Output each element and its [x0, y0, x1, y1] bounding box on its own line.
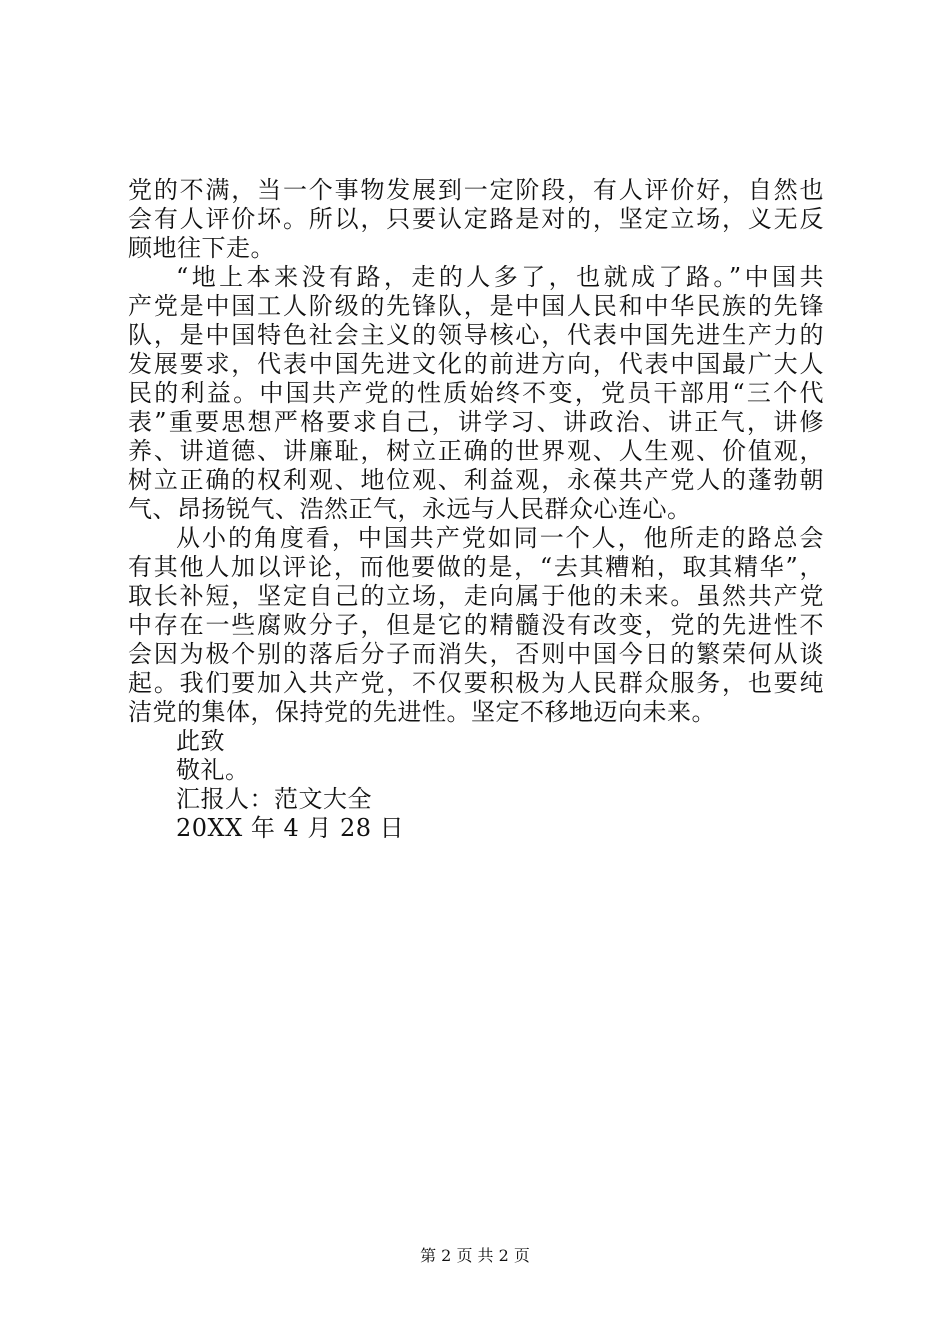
paragraph-2 [128, 263, 824, 524]
report-date: 20XX 年 4 月 28 日 [176, 814, 405, 842]
text-line: 党的不满，当一个事物发展到一定阶段，有人评价好，自然也 [128, 176, 824, 204]
document-body [128, 176, 824, 843]
letter-closing [128, 727, 824, 843]
text-line: 会因为极个别的落后分子而消失，否则中国今日的繁荣何从谈 [128, 640, 824, 668]
text-line: 产党是中国工人阶级的先锋队，是中国人民和中华民族的先锋 [128, 292, 824, 320]
page-indicator: 第 2 页 共 2 页 [420, 1246, 530, 1265]
text-line: 发展要求，代表中国先进文化的前进方向，代表中国最广大人 [128, 350, 824, 378]
text-line: 树立正确的权利观、地位观、利益观，永葆共产党人的蓬勃朝 [128, 466, 824, 494]
paragraph-1 [128, 176, 824, 263]
text-line: 民的利益。中国共产党的性质始终不变，党员干部用“三个代 [128, 379, 824, 407]
page-footer [0, 1246, 950, 1266]
text-line: 顾地往下走。 [128, 234, 275, 262]
text-line: 起。我们要加入共产党，不仅要积极为人民群众服务，也要纯 [128, 669, 824, 697]
salutation: 此致 [176, 727, 225, 755]
text-line: 养、讲道德、讲廉耻，树立正确的世界观、人生观、价值观， [128, 437, 824, 465]
regards: 敬礼。 [176, 756, 250, 784]
text-line: 有其他人加以评论，而他要做的是，“去其糟粕，取其精华”， [128, 553, 824, 581]
text-line: “地上本来没有路，走的人多了，也就成了路。”中国共 [176, 263, 824, 291]
text-line: 表”重要思想严格要求自己，讲学习、讲政治、讲正气，讲修 [128, 408, 824, 436]
reporter-signature: 汇报人：范文大全 [176, 785, 372, 813]
text-line: 取长补短，坚定自己的立场，走向属于他的未来。虽然共产党 [128, 582, 824, 610]
text-line: 洁党的集体，保持党的先进性。坚定不移地迈向未来。 [128, 698, 716, 726]
text-line: 从小的角度看，中国共产党如同一个人，他所走的路总会 [176, 524, 824, 552]
paragraph-3 [128, 524, 824, 727]
text-line: 会有人评价坏。所以，只要认定路是对的，坚定立场，义无反 [128, 205, 824, 233]
text-line: 队，是中国特色社会主义的领导核心，代表中国先进生产力的 [128, 321, 824, 349]
text-line: 气、昂扬锐气、浩然正气，永远与人民群众心连心。 [128, 495, 692, 523]
text-line: 中存在一些腐败分子，但是它的精髓没有改变，党的先进性不 [128, 611, 824, 639]
